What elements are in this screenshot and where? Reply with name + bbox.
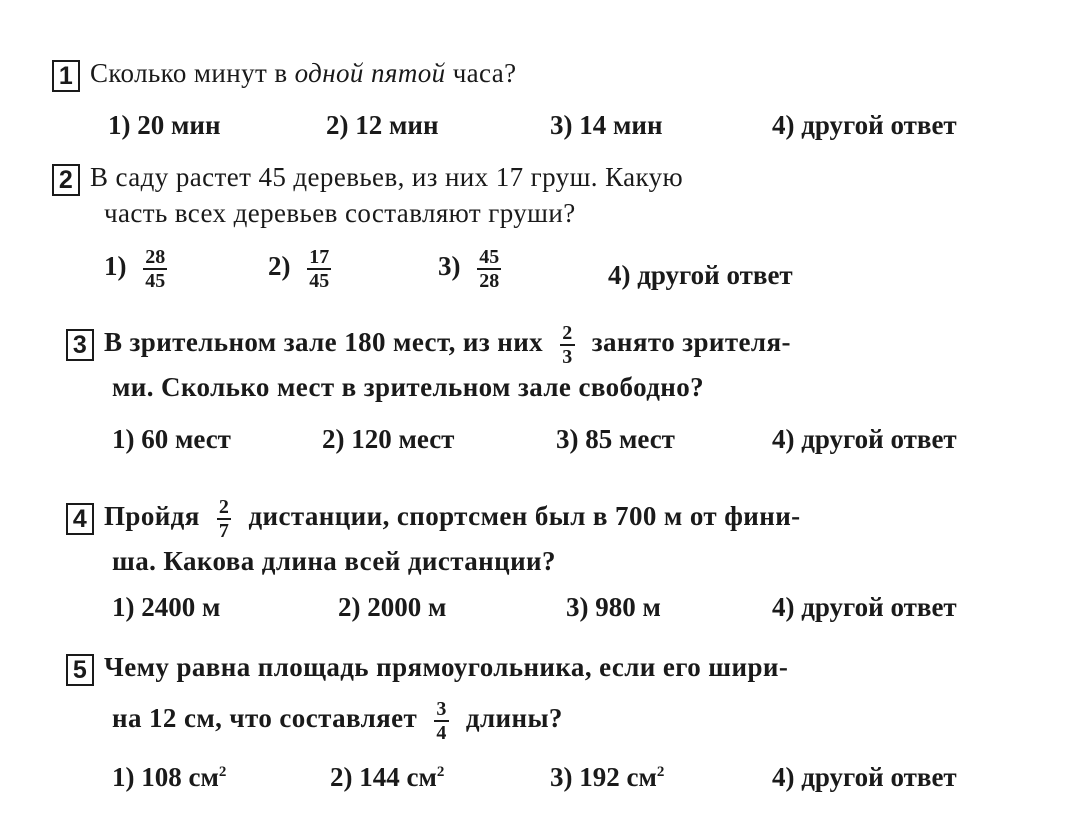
answer-option-1[interactable]	[112, 762, 226, 793]
question-text: на 12 см, что составляет	[112, 703, 418, 734]
question-text: длины?	[465, 703, 563, 734]
option-label: 2) 144 см	[330, 762, 437, 792]
fraction	[477, 246, 501, 292]
answer-option-2[interactable]	[268, 246, 341, 292]
superscript: 2	[218, 764, 227, 780]
question-4-line-2: ша. Какова длина всей дистанции?	[112, 546, 556, 576]
fraction	[560, 322, 574, 368]
option-label: 1) 108 см	[112, 762, 219, 792]
option-label: 3) 192 см	[550, 762, 657, 792]
answer-option-3[interactable]	[438, 246, 511, 292]
question-text: В саду растет 45 деревьев, из них 17 груш. Какую	[90, 162, 684, 192]
answer-option-1[interactable]	[104, 246, 177, 292]
fraction-numerator: 2	[218, 496, 230, 518]
fraction-denominator: 45	[309, 270, 330, 292]
superscript: 2	[436, 764, 445, 780]
question-text: занято зрителя-	[591, 327, 791, 358]
fraction-denominator: 7	[218, 520, 230, 542]
answer-option-3[interactable]: 3) 14 мин	[550, 110, 663, 140]
fraction	[143, 246, 167, 292]
question-3-line-1	[66, 322, 791, 368]
fraction-denominator: 3	[562, 346, 573, 368]
answer-option-2[interactable]: 2) 120 мест	[322, 424, 455, 454]
fraction-numerator: 45	[479, 246, 500, 268]
question-number: 2	[52, 164, 80, 196]
superscript: 2	[656, 764, 665, 780]
fraction-denominator: 4	[436, 722, 447, 744]
question-2-line-1	[52, 162, 683, 196]
question-5-line-1	[66, 652, 788, 686]
fraction-numerator: 3	[436, 698, 447, 720]
answer-option-1[interactable]: 1) 20 мин	[108, 110, 221, 140]
answer-option-2[interactable]	[330, 762, 444, 793]
fraction-denominator: 45	[145, 270, 166, 292]
answer-option-4[interactable]: 4) другой ответ	[772, 762, 957, 792]
fraction	[434, 698, 448, 744]
question-text-italic: одной пятой	[294, 58, 446, 88]
answer-option-3[interactable]: 3) 85 мест	[556, 424, 675, 454]
answer-option-3[interactable]	[550, 762, 664, 793]
answer-option-4[interactable]: 4) другой ответ	[772, 592, 957, 622]
question-number: 1	[52, 60, 80, 92]
question-text: Чему равна площадь прямоугольника, если его шири-	[104, 652, 789, 682]
question-4-line-1	[66, 496, 801, 542]
answer-option-2[interactable]: 2) 2000 м	[338, 592, 447, 622]
fraction	[217, 496, 231, 542]
answer-option-4[interactable]: 4) другой ответ	[608, 260, 793, 290]
question-text: часа?	[452, 58, 517, 88]
question-1-text	[52, 58, 517, 92]
fraction-numerator: 17	[309, 246, 330, 268]
question-3-line-2: ми. Сколько мест в зрительном зале свободно?	[112, 372, 705, 402]
answer-option-2[interactable]: 2) 12 мин	[326, 110, 439, 140]
fraction-numerator: 2	[562, 322, 573, 344]
fraction	[307, 246, 331, 292]
question-number: 4	[66, 503, 94, 535]
question-5-line-2	[112, 698, 563, 744]
answer-option-4[interactable]: 4) другой ответ	[772, 424, 957, 454]
answer-option-3[interactable]: 3) 980 м	[566, 592, 661, 622]
answer-option-4[interactable]: 4) другой ответ	[772, 110, 957, 140]
question-number: 3	[66, 329, 94, 361]
fraction-denominator: 28	[479, 270, 500, 292]
question-text: Пройдя	[104, 501, 200, 532]
question-number: 5	[66, 654, 94, 686]
question-text: Сколько минут в	[90, 58, 288, 88]
question-text: дистанции, спортсмен был в 700 м от фини-	[248, 501, 801, 532]
answer-option-1[interactable]: 1) 2400 м	[112, 592, 221, 622]
answer-option-1[interactable]: 1) 60 мест	[112, 424, 231, 454]
question-2-line-2: часть всех деревьев составляют груши?	[104, 198, 576, 228]
fraction-numerator: 28	[145, 246, 166, 268]
option-label: 3)	[438, 251, 461, 282]
option-label: 2)	[268, 251, 291, 282]
option-label: 1)	[104, 251, 127, 282]
question-text: В зрительном зале 180 мест, из них	[104, 327, 544, 358]
